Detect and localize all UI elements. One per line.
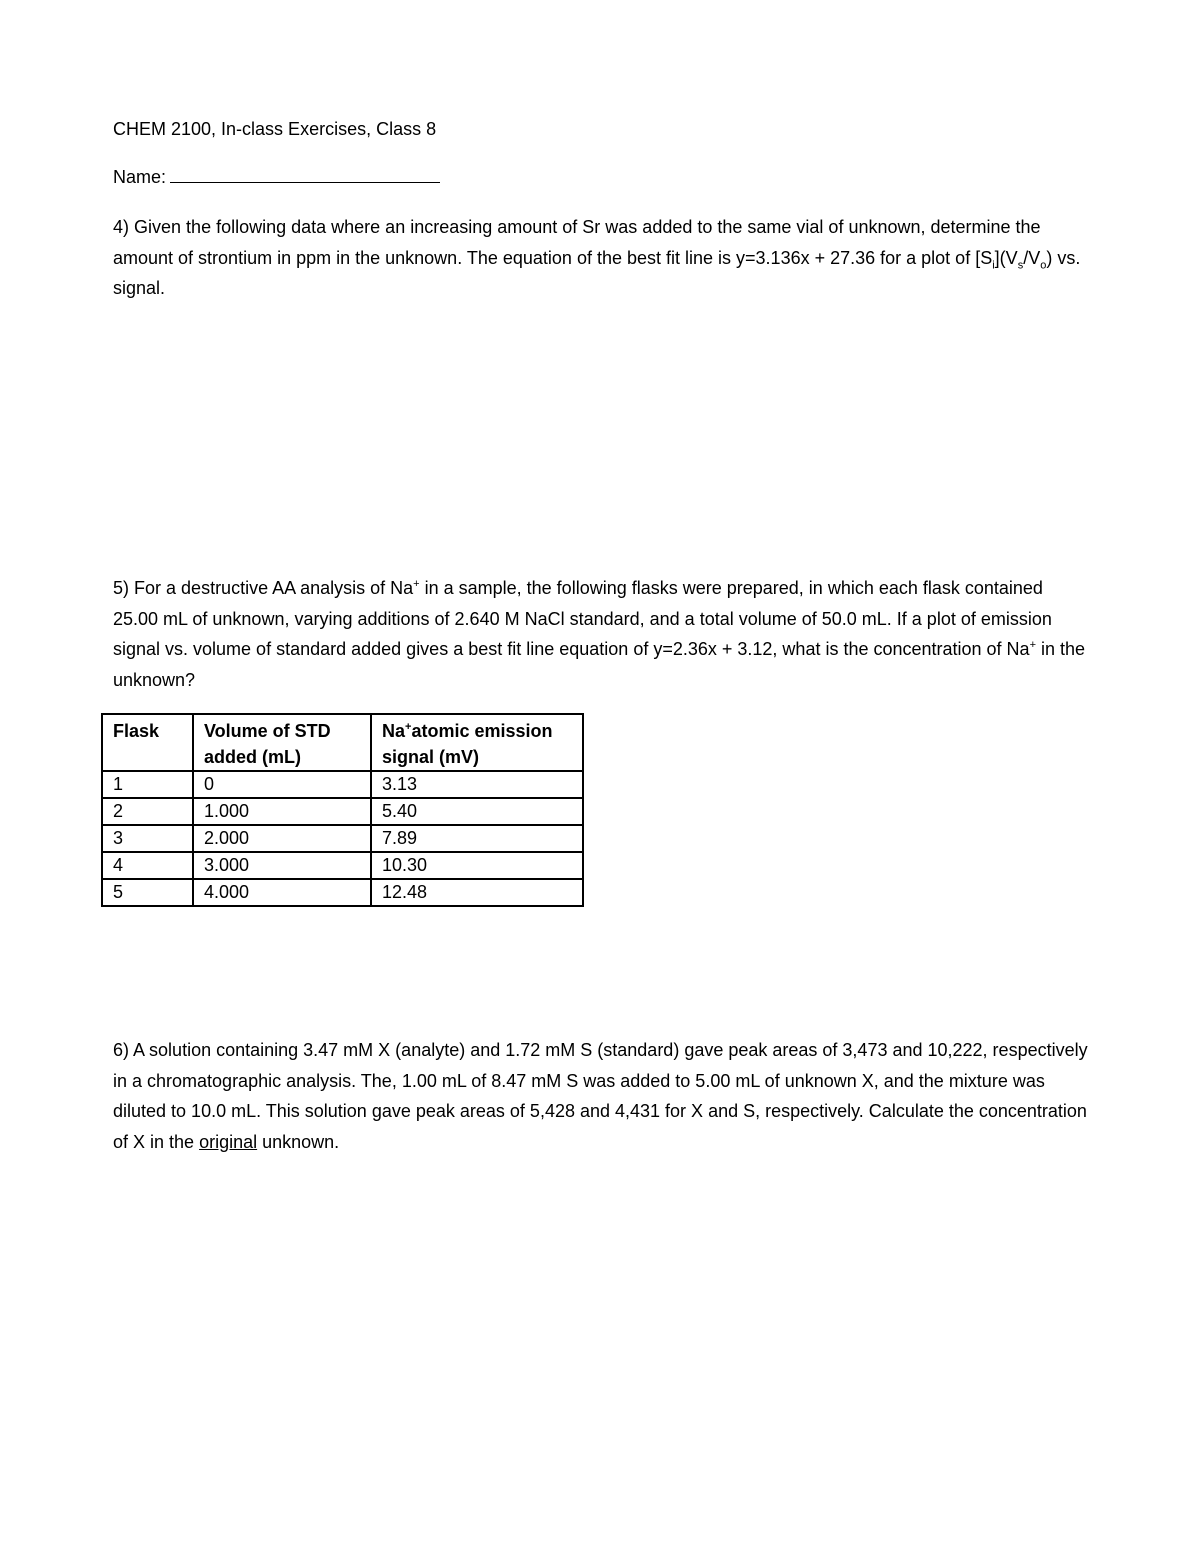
- cell-flask: 4: [102, 852, 193, 879]
- cell-flask: 1: [102, 771, 193, 798]
- header-volume: Volume of STD added (mL): [193, 714, 371, 771]
- name-label: Name:: [113, 167, 167, 187]
- question-6-text: A solution containing 3.47 mM X (analyte) and 1.72 mM S (standard) gave peak areas of 3,473 and 10,222, respectively in a chromatographic analysis. The, 1.00 mL of 8.47 mM S was added to 5.00 mL of unknown X, and the mixture was diluted to 10.0 mL. This solution gave peak areas of 5,428 and 4,431 for X and S, respectively. Calculate the concentration of X in the: [113, 1040, 1088, 1152]
- name-blank: [170, 166, 440, 183]
- cell-volume: 2.000: [193, 825, 371, 852]
- question-5-text: For a destructive AA analysis of Na: [134, 578, 414, 598]
- question-5-text-c: in the unknown?: [113, 639, 1086, 690]
- header-signal: Na+atomic emission signal (mV): [371, 714, 583, 771]
- cell-volume: 3.000: [193, 852, 371, 879]
- question-5-number: 5): [113, 578, 130, 598]
- cell-signal: 12.48: [371, 879, 583, 906]
- cell-signal: 7.89: [371, 825, 583, 852]
- question-5: [113, 573, 1088, 695]
- subscript-i: i: [992, 259, 995, 272]
- name-line: [113, 166, 440, 188]
- question-4-number: 4): [113, 217, 130, 237]
- header-flask: Flask: [102, 714, 193, 771]
- question-4-text-b: ](V: [994, 247, 1018, 268]
- question-6-text-b: unknown.: [257, 1131, 340, 1152]
- table-row: [102, 879, 583, 906]
- subscript-s: s: [1017, 259, 1024, 272]
- question-6: [113, 1035, 1088, 1157]
- table-row: [102, 798, 583, 825]
- table-row: [102, 771, 583, 798]
- question-5-text-b: in a sample, the following flasks were prepared, in which each flask contained 25.00 mL of unknown, varying additions of 2.640 M NaCl standard, and a total volume of 50.0 mL. If a plot of emission signal vs. volume of standard added gives a best fit line equation of y=2.36x + 3.12, what is the concentration of Na: [113, 578, 1052, 659]
- subscript-o: o: [1040, 259, 1047, 272]
- cell-flask: 2: [102, 798, 193, 825]
- document-title: CHEM 2100, In-class Exercises, Class 8: [113, 119, 437, 139]
- question-4-text-c: /V: [1023, 247, 1041, 268]
- cell-signal: 3.13: [371, 771, 583, 798]
- cell-flask: 5: [102, 879, 193, 906]
- underlined-word: original: [199, 1131, 258, 1152]
- table-header-row: [102, 714, 583, 771]
- table-row: [102, 852, 583, 879]
- question-4-text: Given the following data where an increasing amount of Sr was added to the same vial of unknown, determine the amount of strontium in ppm in the unknown. The equation of the best fit line is y=3.136x + 27.36 for a plot of [S: [113, 217, 1041, 268]
- cell-signal: 10.30: [371, 852, 583, 879]
- superscript-plus: +: [413, 578, 420, 590]
- cell-flask: 3: [102, 825, 193, 852]
- cell-volume: 1.000: [193, 798, 371, 825]
- cell-volume: 0: [193, 771, 371, 798]
- question-4-text-d: ) vs. signal.: [113, 247, 1081, 298]
- cell-volume: 4.000: [193, 879, 371, 906]
- cell-signal: 5.40: [371, 798, 583, 825]
- flask-table: [101, 713, 584, 907]
- question-6-number: 6): [113, 1040, 130, 1060]
- table-row: [102, 825, 583, 852]
- superscript-plus: +: [1029, 639, 1037, 651]
- question-4: [113, 212, 1088, 304]
